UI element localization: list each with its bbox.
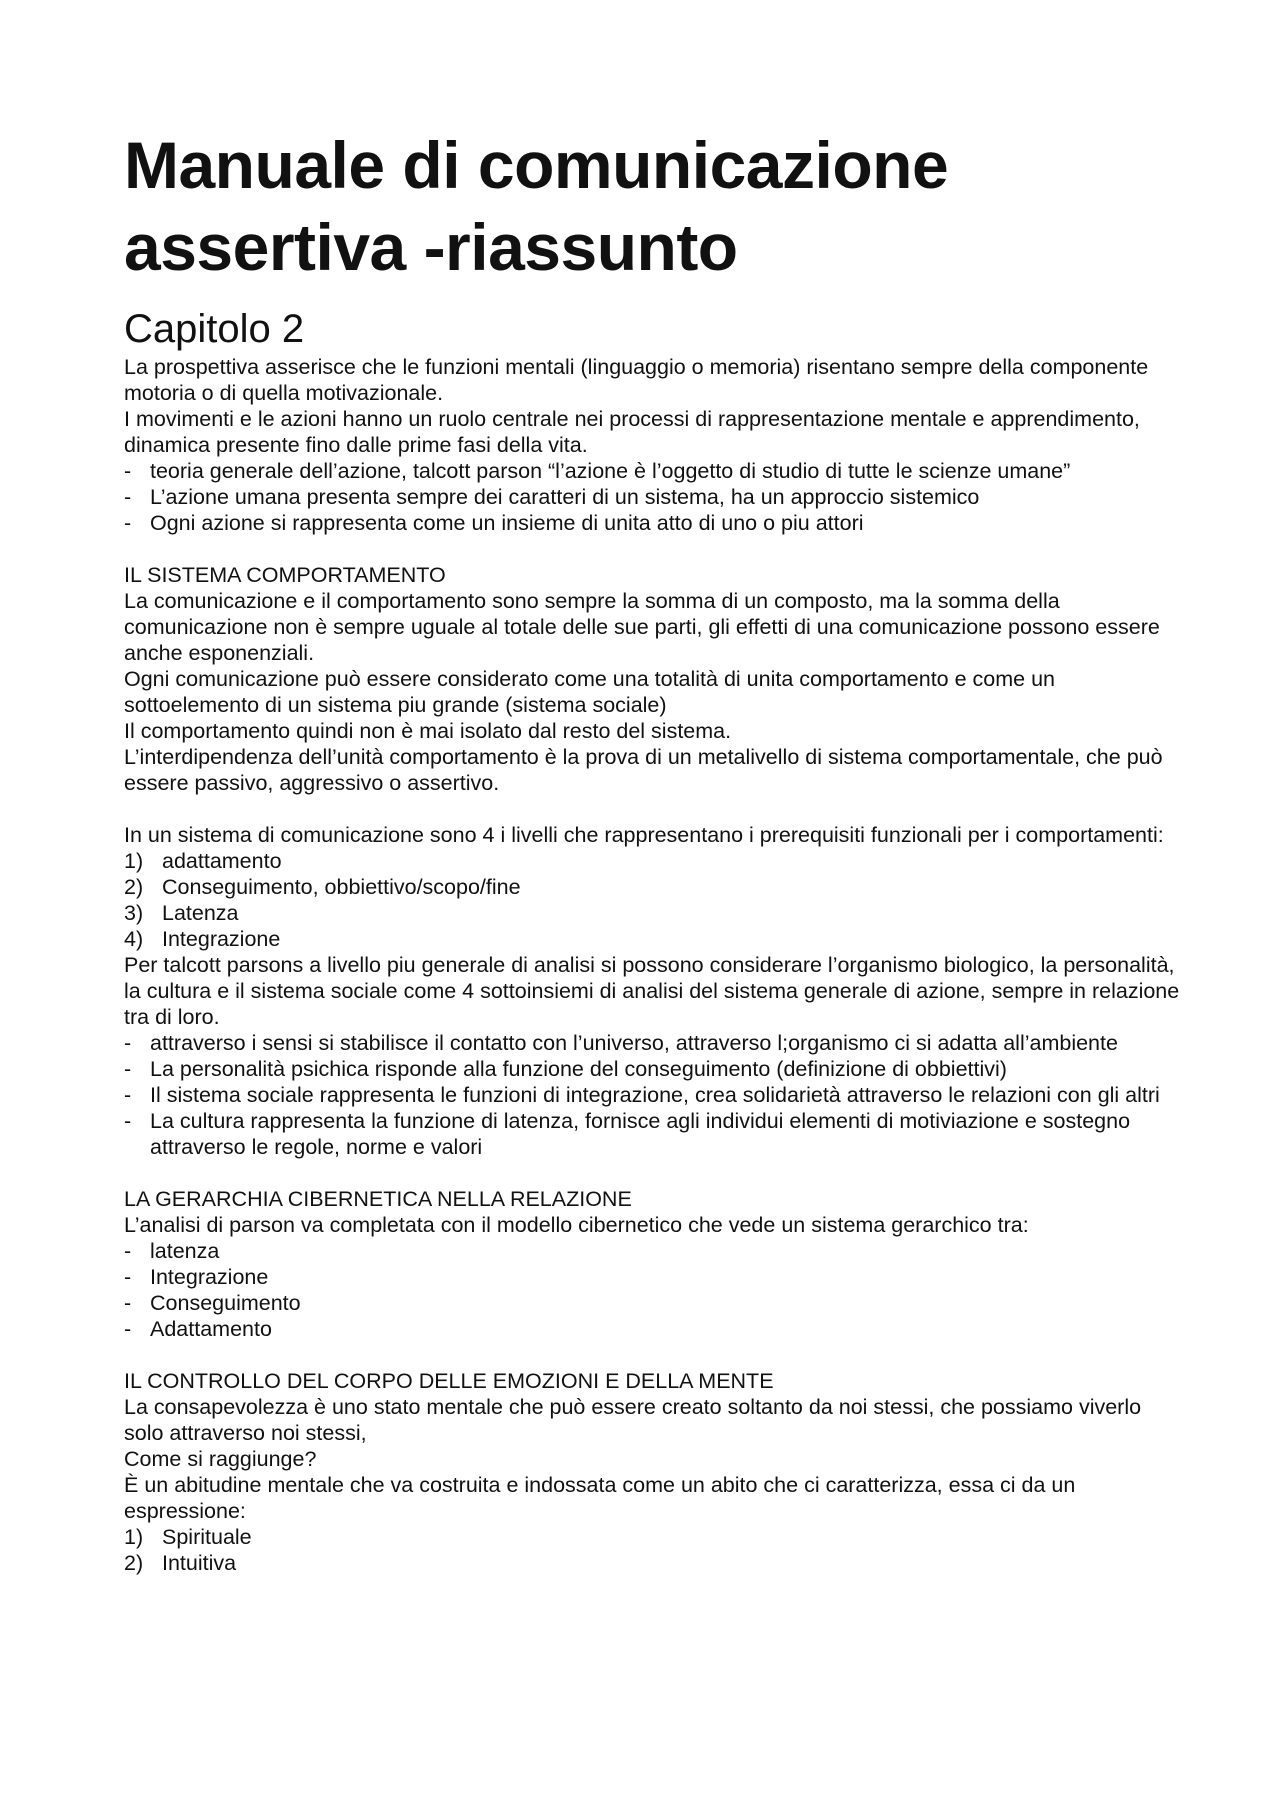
intro-list	[124, 458, 1184, 536]
numbered-list	[124, 1524, 1184, 1576]
list-item: 1) adattamento	[124, 849, 282, 873]
intro-paragraph: La prospettiva asserisce che le funzioni mentali (linguaggio o memoria) risentano sempre della componente motoria o di quella motivazionale.	[124, 355, 1149, 405]
paragraph: È un abitudine mentale che va costruita e indossata come un abito che ci caratterizza, essa ci da un espressione:	[124, 1473, 1076, 1523]
list-item: 2) Intuitiva	[124, 1551, 237, 1575]
list-item: - La personalità psichica risponde alla funzione del conseguimento (definizione di obbiettivi)	[124, 1057, 1007, 1081]
list-item: 1) Spirituale	[124, 1525, 252, 1549]
paragraph: La comunicazione e il comportamento sono sempre la somma di un composto, ma la somma della comunicazione non è sempre uguale al totale delle sue parti, gli effetti di una comunicazione possono essere anche esponenziali.	[124, 589, 1160, 665]
document-title: Manuale di comunicazione assertiva -riassunto	[124, 128, 949, 284]
list-item: - Ogni azione si rappresenta come un insieme di unita atto di uno o piu attori	[124, 511, 864, 535]
list-item: - attraverso i sensi si stabilisce il contatto con l’universo, attraverso l;organismo ci si adatta all’ambiente	[124, 1031, 1118, 1055]
bullet-list	[124, 1030, 1184, 1160]
list-item: - Adattamento	[124, 1317, 272, 1341]
intro-paragraph: I movimenti e le azioni hanno un ruolo centrale nei processi di rappresentazione mentale e apprendimento, dinamica presente fino dalle prime fasi della vita.	[124, 407, 1140, 457]
list-item: - Conseguimento	[124, 1291, 301, 1315]
list-item: 3) Latenza	[124, 901, 239, 925]
list-item: - L’azione umana presenta sempre dei caratteri di un sistema, ha un approccio sistemico	[124, 485, 980, 509]
list-item: 2) Conseguimento, obbiettivo/scopo/fine	[124, 875, 521, 899]
paragraph: Come si raggiunge?	[124, 1447, 317, 1471]
list-item: - latenza	[124, 1239, 220, 1263]
numbered-list	[124, 848, 1184, 952]
list-item: 4) Integrazione	[124, 927, 281, 951]
paragraph: In un sistema di comunicazione sono 4 i livelli che rappresentano i prerequisiti funzionali per i comportamenti:	[124, 823, 1164, 847]
chapter-heading: Capitolo 2	[124, 307, 305, 351]
list-item: - La cultura rappresenta la funzione di latenza, fornisce agli individui elementi di motiviazione e sostegno attraverso le regole, norme e valori	[124, 1109, 1131, 1159]
paragraph: L’analisi di parson va completata con il modello cibernetico che vede un sistema gerarchico tra:	[124, 1213, 1029, 1237]
section-heading: IL SISTEMA COMPORTAMENTO	[124, 563, 446, 587]
paragraph: Per talcott parsons a livello piu generale di analisi si possono considerare l’organismo biologico, la personalità, la cultura e il sistema sociale come 4 sottoinsiemi di analisi del sistema generale di azione, sempre in relazione tra di loro.	[124, 953, 1180, 1029]
section-heading: LA GERARCHIA CIBERNETICA NELLA RELAZIONE	[124, 1187, 632, 1211]
section-heading: IL CONTROLLO DEL CORPO DELLE EMOZIONI E DELLA MENTE	[124, 1369, 774, 1393]
paragraph: L’interdipendenza dell’unità comportamento è la prova di un metalivello di sistema comportamentale, che può essere passivo, aggressivo o assertivo.	[124, 745, 1163, 795]
list-item: - Il sistema sociale rappresenta le funzioni di integrazione, crea solidarietà attraverso le relazioni con gli altri	[124, 1083, 1160, 1107]
paragraph: Il comportamento quindi non è mai isolato dal resto del sistema.	[124, 719, 732, 743]
paragraph: La consapevolezza è uno stato mentale che può essere creato soltanto da noi stessi, che possiamo viverlo solo attraverso noi stessi,	[124, 1395, 1142, 1445]
paragraph: Ogni comunicazione può essere considerato come una totalità di unita comportamento e come un sottoelemento di un sistema piu grande (sistema sociale)	[124, 667, 1056, 717]
document-page	[124, 124, 1184, 1576]
list-item: - Integrazione	[124, 1265, 269, 1289]
list-item: - teoria generale dell’azione, talcott parson “l’azione è l’oggetto di studio di tutte le scienze umane”	[124, 459, 1071, 483]
bullet-list	[124, 1238, 1184, 1342]
